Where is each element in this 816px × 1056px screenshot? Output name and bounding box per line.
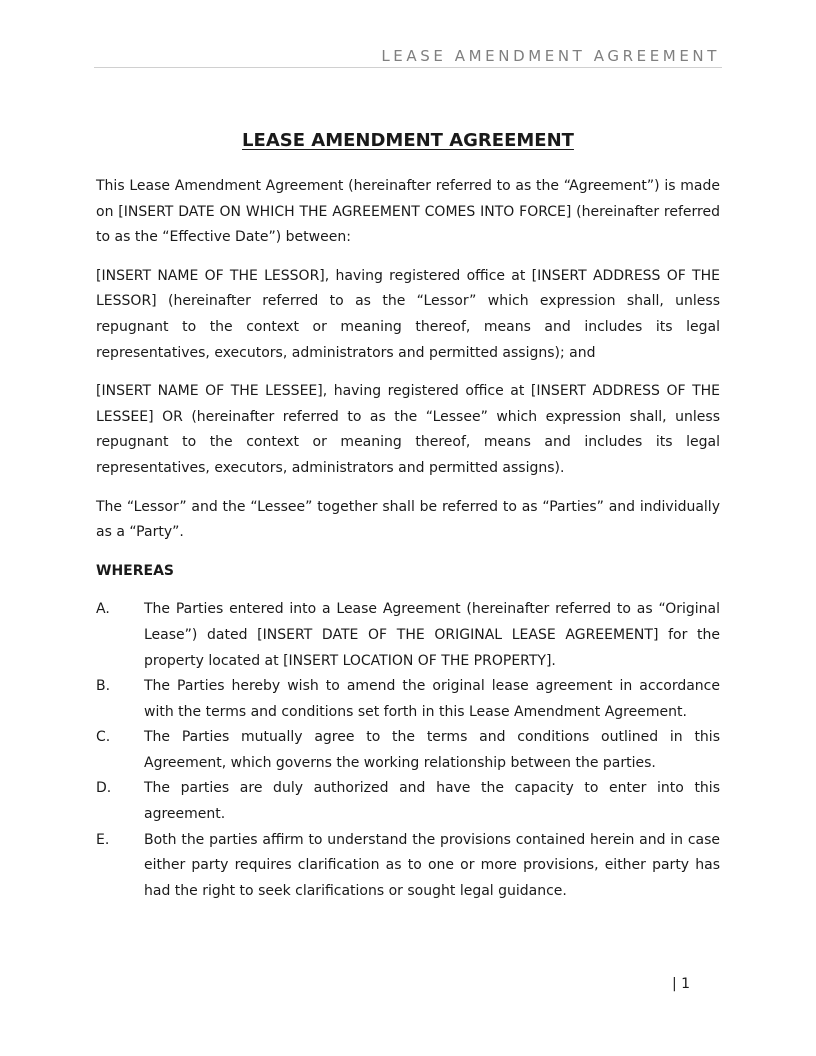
- recital-letter: B.: [96, 678, 111, 695]
- recital-text: The Parties entered into a Lease Agreement (hereinafter referred to as “Original Lease”) dated [INSERT DATE OF THE ORIGINAL LEASE AGREEMENT] for the property located at [INSERT LOCATION OF THE PROPERTY].: [144, 601, 720, 669]
- recital-text: The parties are duly authorized and have the capacity to enter into this agreement.: [144, 780, 720, 823]
- header-divider: [94, 67, 722, 68]
- whereas-heading: WHEREAS: [96, 562, 174, 579]
- recital-text: The Parties mutually agree to the terms and conditions outlined in this Agreement, which governs the working relationship between the parties.: [144, 729, 720, 771]
- running-header: LEASE AMENDMENT AGREEMENT: [381, 47, 720, 65]
- recital-item: [96, 776, 720, 827]
- page-number: | 1: [672, 976, 691, 992]
- lessor-paragraph: [INSERT NAME OF THE LESSOR], having registered office at [INSERT ADDRESS OF THE LESSOR] (hereinafter referred to as the “Lessor” which expression shall, unless repugnant to the context or meaning thereof, means and includes its legal representatives, executors, administrators and permitted assigns); and: [96, 267, 720, 361]
- recitals-list: [96, 597, 720, 904]
- recital-letter: A.: [96, 601, 110, 618]
- recital-item: [96, 828, 720, 905]
- recital-item: [96, 725, 720, 776]
- document-body: [96, 128, 720, 904]
- recital-item: [96, 597, 720, 674]
- recital-letter: D.: [96, 780, 112, 797]
- recital-text: Both the parties affirm to understand the provisions contained herein and in case either party requires clarification as to one or more provisions, either party has had the right to seek clarifications or sought legal guidance.: [144, 831, 720, 899]
- recital-item: [96, 674, 720, 725]
- lessee-paragraph: [INSERT NAME OF THE LESSEE], having registered office at [INSERT ADDRESS OF THE LESSEE] OR (hereinafter referred to as the “Lessee” which expression shall, unless repugnant to the context or meaning thereof, means and includes its legal representatives, executors, administrators and permitted assigns).: [96, 383, 720, 476]
- document-title: LEASE AMENDMENT AGREEMENT: [242, 130, 574, 151]
- recital-letter: E.: [96, 831, 110, 848]
- recital-letter: C.: [96, 729, 111, 746]
- recital-text: The Parties hereby wish to amend the original lease agreement in accordance with the terms and conditions set forth in this Lease Amendment Agreement.: [144, 678, 720, 720]
- parties-paragraph: The “Lessor” and the “Lessee” together shall be referred to as “Parties” and individually as a “Party”.: [96, 498, 720, 541]
- preamble-paragraph: This Lease Amendment Agreement (hereinafter referred to as the “Agreement”) is made on [INSERT DATE ON WHICH THE AGREEMENT COMES INTO FORCE] (hereinafter referred to as the “Effective Date”) between:: [96, 178, 720, 246]
